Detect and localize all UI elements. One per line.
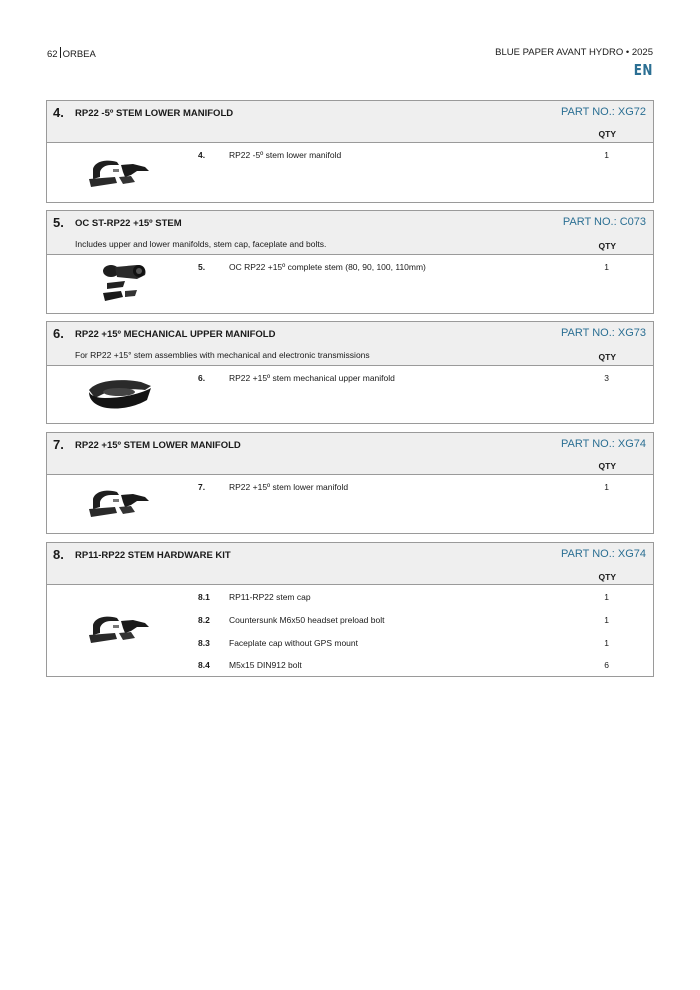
item-qty: 6 [604,660,609,670]
qty-header: QTY [598,352,616,362]
item-ref: 8.4 [198,660,210,670]
page-header-left [47,47,96,60]
item-ref: 8.1 [198,592,210,602]
table-row [47,615,653,629]
document-title: BLUE PAPER AVANT HYDRO • 2025 [495,47,653,58]
item-qty: 1 [604,262,609,272]
item-qty: 1 [604,638,609,648]
qty-header: QTY [598,129,616,139]
part-number: PART NO.: XG74 [561,438,646,450]
table-row [47,660,653,674]
item-ref: 4. [198,150,206,160]
language-code: EN [633,61,653,79]
item-ref: 7. [198,482,206,492]
section-number: 8. [53,547,64,562]
section-header [47,101,653,143]
part-number: PART NO.: C073 [562,216,646,228]
item-description: RP22 -5º stem lower manifold [229,150,342,160]
item-description: Faceplate cap without GPS mount [229,638,358,648]
section-header [47,211,653,255]
qty-header: QTY [598,241,616,251]
page-header [47,47,653,61]
parts-section [46,432,654,534]
item-qty: 1 [604,482,609,492]
item-description: RP22 +15º stem mechanical upper manifold [229,373,395,383]
section-title: RP22 +15º MECHANICAL UPPER MANIFOLD [75,329,276,340]
table-row [47,592,653,606]
part-number: PART NO.: XG74 [561,548,646,560]
item-qty: 3 [604,373,609,383]
item-ref: 8.2 [198,615,210,625]
section-number: 5. [53,215,64,230]
section-title: OC ST-RP22 +15º STEM [75,218,182,229]
qty-header: QTY [598,461,616,471]
parts-section [46,542,654,677]
table-row [47,262,653,276]
item-ref: 8.3 [198,638,210,648]
item-description: M5x15 DIN912 bolt [229,660,302,670]
table-row [47,638,653,652]
page-number: 62 [47,49,58,60]
item-qty: 1 [604,150,609,160]
table-row [47,150,653,164]
part-number: PART NO.: XG73 [561,327,646,339]
section-number: 4. [53,105,64,120]
item-description: RP11-RP22 stem cap [229,592,311,602]
item-qty: 1 [604,615,609,625]
item-ref: 5. [198,262,206,272]
item-ref: 6. [198,373,206,383]
section-description: Includes upper and lower manifolds, stem cap, faceplate and bolts. [75,239,327,249]
parts-section [46,210,654,314]
header-divider [60,47,61,58]
item-description: OC RP22 +15º complete stem (80, 90, 100, 110mm) [229,262,426,272]
section-title: RP11-RP22 STEM HARDWARE KIT [75,550,231,561]
section-number: 7. [53,437,64,452]
table-row [47,482,653,496]
table-row [47,373,653,387]
item-description: Countersunk M6x50 headset preload bolt [229,615,385,625]
brand-name: ORBEA [62,49,96,60]
section-header [47,543,653,585]
qty-header: QTY [598,572,616,582]
item-description: RP22 +15º stem lower manifold [229,482,349,492]
section-header [47,322,653,366]
part-number: PART NO.: XG72 [561,106,646,118]
section-description: For RP22 +15° stem assemblies with mechanical and electronic transmissions [75,350,370,360]
parts-section [46,100,654,203]
section-title: RP22 +15º STEM LOWER MANIFOLD [75,440,241,451]
parts-section [46,321,654,424]
section-header [47,433,653,475]
section-number: 6. [53,326,64,341]
item-qty: 1 [604,592,609,602]
section-title: RP22 -5º STEM LOWER MANIFOLD [75,108,234,119]
